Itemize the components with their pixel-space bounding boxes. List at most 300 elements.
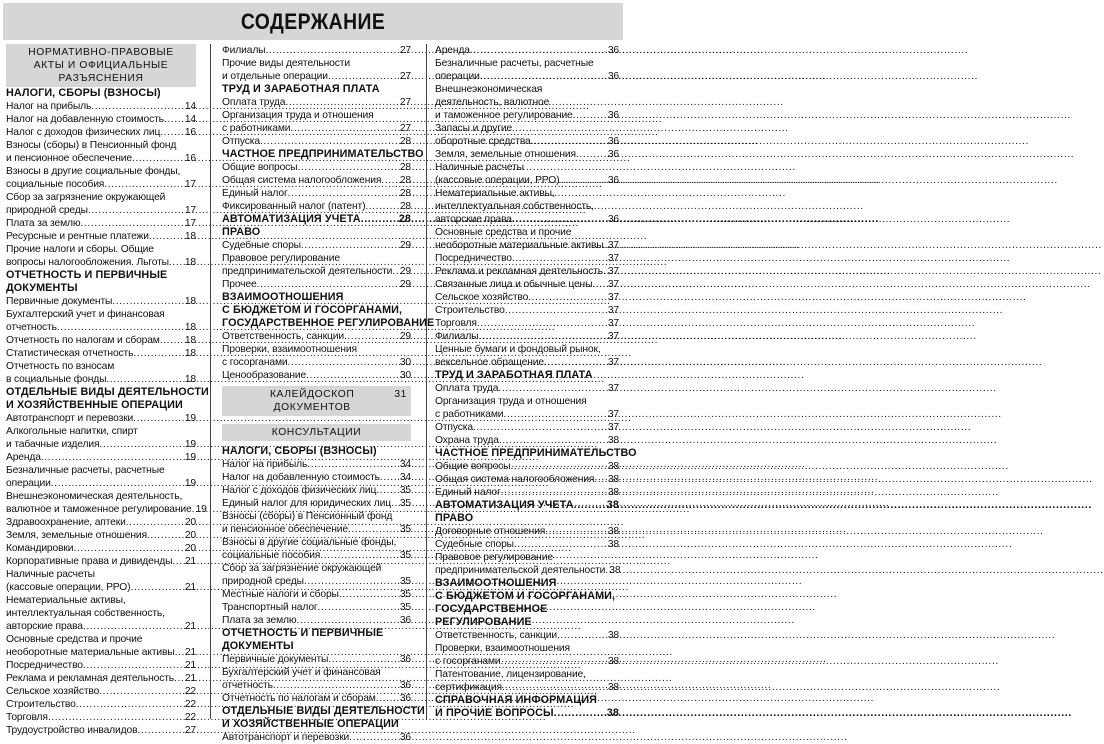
section-heading-text: ПРАВО xyxy=(222,226,261,238)
page-number: 38 xyxy=(607,539,619,550)
dot-leader xyxy=(88,204,185,217)
section-heading-text: НАЛОГИ, СБОРЫ (ВЗНОСЫ) xyxy=(222,445,377,457)
toc-entry[interactable] xyxy=(222,135,411,148)
toc-entry[interactable] xyxy=(435,525,619,538)
page-number: 38 xyxy=(609,565,621,576)
toc-entry-text: Сбор за загрязнение окружающей xyxy=(6,192,166,203)
toc-entry[interactable] xyxy=(435,44,619,57)
toc-entry-text: Ценообразование xyxy=(222,370,307,381)
toc-entry-text: Договорные отношения xyxy=(435,526,546,537)
page-number: 35 xyxy=(399,550,411,561)
toc-entry[interactable] xyxy=(6,425,196,451)
toc-entry-text: социальные пособия xyxy=(222,550,321,561)
page-number: 28 xyxy=(399,162,411,173)
dot-leader xyxy=(169,256,185,269)
toc-entry[interactable] xyxy=(222,278,411,291)
toc-entry-text: необоротные материальные активы xyxy=(435,240,604,251)
toc-entry[interactable] xyxy=(222,562,411,588)
toc-entry[interactable] xyxy=(6,334,196,347)
toc-entry[interactable] xyxy=(6,347,196,360)
toc-entry-line xyxy=(222,200,411,213)
page-number: 37 xyxy=(607,279,619,290)
section-heading-text: ТРУД И ЗАРАБОТНАЯ ПЛАТА xyxy=(435,369,593,381)
section-band-text: КОНСУЛЬТАЦИИ xyxy=(271,427,362,438)
toc-entry[interactable] xyxy=(6,542,196,555)
toc-entry[interactable] xyxy=(6,516,196,529)
toc-entry[interactable] xyxy=(222,588,411,601)
toc-entry[interactable] xyxy=(435,642,619,668)
toc-entry[interactable] xyxy=(222,731,411,744)
toc-entry-line xyxy=(435,317,619,330)
toc-entry[interactable] xyxy=(435,291,619,304)
toc-entry[interactable] xyxy=(6,165,196,191)
dot-leader xyxy=(512,252,608,265)
toc-entry-text: Корпоративные права и дивиденды xyxy=(6,556,173,567)
toc-entry[interactable] xyxy=(222,497,411,510)
toc-entry-text: предпринимательской деятельности xyxy=(435,565,606,576)
page-number: 31 xyxy=(394,389,407,400)
toc-entry-text: интеллектуальная собственность, xyxy=(435,201,594,212)
toc-entry-text: Патентование, лицензирование, xyxy=(435,669,586,680)
dot-leader xyxy=(514,538,608,551)
section-heading xyxy=(222,148,424,161)
toc-entry-line xyxy=(6,555,196,568)
section-heading xyxy=(222,705,425,731)
toc-entry[interactable] xyxy=(435,460,619,473)
dot-leader xyxy=(512,213,608,226)
toc-entry-text: деятельность, валютное xyxy=(435,97,550,108)
toc-entry[interactable] xyxy=(6,672,196,685)
toc-entry[interactable] xyxy=(222,692,411,705)
page-number: 36 xyxy=(607,175,619,186)
page-number: 18 xyxy=(184,322,196,333)
toc-entry[interactable] xyxy=(6,360,196,386)
toc-entry[interactable] xyxy=(435,187,619,226)
toc-entry[interactable] xyxy=(6,295,196,308)
toc-entry-text: Безналичные расчеты, расчетные xyxy=(6,465,165,476)
dot-leader xyxy=(104,178,185,191)
section-heading-text: ОТЧЕТНОСТЬ И ПЕРВИЧНЫЕ xyxy=(222,627,384,639)
page-number: 36 xyxy=(607,45,619,56)
dot-leader xyxy=(174,672,185,685)
page-number: 36 xyxy=(607,214,619,225)
section-heading xyxy=(222,627,411,653)
dot-leader xyxy=(260,135,400,148)
toc-entry-line xyxy=(6,204,196,217)
toc-entry-text: Правовое регулирование xyxy=(435,552,553,563)
toc-entry[interactable] xyxy=(6,451,196,464)
dot-leader xyxy=(501,655,608,668)
toc-entry-line xyxy=(6,620,196,633)
toc-entry-line xyxy=(435,460,619,473)
toc-entry-text: Земля, земельные отношения xyxy=(6,530,147,541)
toc-entry-text: Организация труда и отношения xyxy=(435,396,587,407)
toc-entry-line xyxy=(6,542,196,555)
dot-leader xyxy=(133,347,185,360)
section-band-text: АКТЫ И ОФИЦИАЛЬНЫЕ xyxy=(33,60,169,71)
toc-entry-text: необоротные материальные активы xyxy=(6,647,175,658)
toc-entry[interactable] xyxy=(435,382,619,395)
toc-entry-text: Наличные расчеты xyxy=(435,162,524,173)
toc-entry[interactable] xyxy=(222,369,411,382)
toc-entry-text: Автотранспорт и перевозки xyxy=(222,732,350,743)
toc-entry-text: Сбор за загрязнение окружающей xyxy=(222,563,382,574)
dot-leader xyxy=(301,239,400,252)
page-number: 37 xyxy=(607,292,619,303)
page-number: 19 xyxy=(184,452,196,463)
page-number: 37 xyxy=(607,318,619,329)
toc-entry[interactable] xyxy=(435,83,619,122)
section-heading-text: ВЗАИМООТНОШЕНИЯ xyxy=(222,291,344,303)
toc-entry-line xyxy=(222,161,411,174)
toc-entry[interactable] xyxy=(435,148,619,161)
toc-entry-line xyxy=(435,70,619,83)
toc-entry-line xyxy=(6,477,196,490)
contents-column-1 xyxy=(6,44,209,737)
page-number: 36 xyxy=(399,680,411,691)
toc-entry-line xyxy=(6,529,196,542)
toc-entry-line xyxy=(6,711,196,724)
toc-entry[interactable] xyxy=(222,109,411,135)
toc-entry-text: и отдельные операции xyxy=(222,71,328,82)
dot-leader xyxy=(531,135,608,148)
toc-entry-line xyxy=(6,230,196,243)
page-number: 16 xyxy=(184,153,196,164)
section-heading-text: ДОКУМЕНТЫ xyxy=(222,640,294,652)
toc-entry[interactable] xyxy=(435,278,619,291)
dot-leader xyxy=(160,126,185,139)
dot-leader xyxy=(501,486,608,499)
page-number: 18 xyxy=(184,335,196,346)
toc-entry-text: с работниками xyxy=(435,409,504,420)
toc-entry[interactable] xyxy=(222,614,411,627)
toc-entry-text: Ответственность, санкции xyxy=(222,331,344,342)
section-heading xyxy=(6,269,196,295)
page-number: 36 xyxy=(607,136,619,147)
toc-entry-text: Налог на прибыль xyxy=(222,459,308,470)
toc-entry-text: Автотранспорт и перевозки xyxy=(6,413,134,424)
page-number: 30 xyxy=(399,370,411,381)
page-number: 36 xyxy=(399,615,411,626)
toc-entry[interactable] xyxy=(222,200,411,213)
dot-leader xyxy=(499,434,608,447)
toc-entry[interactable] xyxy=(6,230,196,243)
page-number: 27 xyxy=(399,123,411,134)
page-number: 14 xyxy=(184,114,196,125)
page-number: 35 xyxy=(399,485,411,496)
section-band xyxy=(6,44,196,87)
page-number: 27 xyxy=(184,725,196,736)
toc-entry[interactable] xyxy=(6,126,196,139)
toc-entry-text: Нематериальные активы, xyxy=(435,188,555,199)
toc-entry[interactable] xyxy=(435,226,619,252)
section-heading xyxy=(435,447,637,460)
toc-entry-text: Основные средства и прочие xyxy=(435,227,572,238)
dot-leader xyxy=(285,96,399,109)
toc-entry-line xyxy=(435,382,619,395)
toc-entry-text: Земля, земельные отношения xyxy=(435,149,576,160)
toc-entry-line xyxy=(435,655,619,668)
toc-entry[interactable] xyxy=(435,265,619,278)
page-number: 17 xyxy=(184,218,196,229)
toc-entry-line xyxy=(222,731,411,744)
page-number: 19 xyxy=(184,478,196,489)
toc-entry-text: Бухгалтерский учет и финансовая xyxy=(222,667,381,678)
dot-leader xyxy=(130,581,184,594)
toc-entry-line xyxy=(222,549,411,562)
toc-entry-text: авторские права xyxy=(435,214,512,225)
toc-entry-text: и таможенное регулирование xyxy=(435,110,573,121)
toc-entry-text: оборотные средства xyxy=(435,136,531,147)
dot-leader xyxy=(339,588,400,601)
toc-entry-text: Первичные документы xyxy=(222,654,329,665)
section-heading-text: ОТДЕЛЬНЫЕ ВИДЫ ДЕЯТЕЛЬНОСТИ xyxy=(6,386,209,398)
toc-entry-text: Взносы в другие социальные фонды, xyxy=(6,166,181,177)
dot-leader xyxy=(361,213,399,226)
page-number: 38 xyxy=(607,474,619,485)
section-heading-text: И ХОЗЯЙСТВЕННЫЕ ОПЕРАЦИИ xyxy=(222,718,399,730)
toc-entry-text: Связанные лица и обычные цены xyxy=(435,279,593,290)
toc-entry-text: вексельное обращение xyxy=(435,357,544,368)
toc-entry-text: природной среды xyxy=(222,576,304,587)
toc-entry-line xyxy=(435,252,619,265)
toc-entry[interactable] xyxy=(222,471,411,484)
toc-entry[interactable] xyxy=(6,191,196,217)
toc-entry[interactable] xyxy=(6,698,196,711)
dot-leader xyxy=(99,438,184,451)
toc-entry-text: Прочие налоги и сборы. Общие xyxy=(6,244,154,255)
page-number: 20 xyxy=(184,543,196,554)
toc-entry-line xyxy=(222,484,411,497)
toc-entry[interactable] xyxy=(222,187,411,200)
page-number: 37 xyxy=(607,357,619,368)
toc-entry-line xyxy=(435,707,619,720)
toc-entry[interactable] xyxy=(435,122,619,148)
section-band xyxy=(222,386,411,416)
dot-leader xyxy=(297,161,399,174)
page-number: 38 xyxy=(607,656,619,667)
toc-entry[interactable] xyxy=(222,174,411,187)
toc-entry[interactable] xyxy=(222,96,411,109)
toc-entry-text: Внешнеэкономическая деятельность, xyxy=(6,491,183,502)
toc-entry-text: Ответственность, санкции xyxy=(435,630,557,641)
toc-entry[interactable] xyxy=(6,490,207,516)
toc-entry[interactable] xyxy=(6,724,196,737)
toc-entry[interactable] xyxy=(6,633,196,659)
toc-entry-line xyxy=(222,330,411,343)
toc-entry[interactable] xyxy=(222,252,411,278)
dot-leader xyxy=(554,707,607,720)
toc-entry-line xyxy=(222,135,411,148)
toc-entry[interactable] xyxy=(435,629,619,642)
dot-leader xyxy=(477,317,608,330)
page-number: 22 xyxy=(184,686,196,697)
page-number: 37 xyxy=(607,383,619,394)
dot-leader xyxy=(470,44,608,57)
toc-entry[interactable] xyxy=(6,464,196,490)
toc-entry-text: Строительство xyxy=(435,305,505,316)
toc-entry[interactable] xyxy=(435,434,619,447)
dot-leader xyxy=(290,122,399,135)
page-number: 38 xyxy=(606,707,619,719)
toc-entry[interactable] xyxy=(435,343,619,369)
toc-entry[interactable] xyxy=(435,473,619,486)
toc-entry[interactable] xyxy=(6,568,196,594)
toc-entry[interactable] xyxy=(6,139,196,165)
toc-entry[interactable] xyxy=(222,666,411,692)
section-heading xyxy=(6,87,196,100)
toc-entry-text: операции xyxy=(6,478,51,489)
toc-entry-line xyxy=(222,187,411,200)
dot-leader xyxy=(498,382,607,395)
toc-entry-text: Прочие виды деятельности xyxy=(222,58,350,69)
toc-entry-text: Ценные бумаги и фондовый рынок, xyxy=(435,344,601,355)
toc-entry[interactable] xyxy=(222,330,411,343)
page-number: 28 xyxy=(399,136,411,147)
toc-entry-line xyxy=(435,278,619,291)
toc-entry[interactable] xyxy=(435,317,619,330)
toc-entry[interactable] xyxy=(6,308,196,334)
toc-entry[interactable] xyxy=(435,161,619,187)
toc-entry-text: Налог на прибыль xyxy=(6,101,92,112)
toc-entry-text: с работниками xyxy=(222,123,291,134)
page-number: 36 xyxy=(399,693,411,704)
toc-entry[interactable] xyxy=(222,536,411,562)
dot-leader xyxy=(380,471,400,484)
toc-entry[interactable] xyxy=(222,653,411,666)
toc-entry-line xyxy=(6,438,196,451)
dot-leader xyxy=(91,100,185,113)
dot-leader xyxy=(48,711,185,724)
toc-entry[interactable] xyxy=(222,239,411,252)
toc-entry-line xyxy=(435,304,619,317)
page-number: 29 xyxy=(399,331,411,342)
toc-entry[interactable] xyxy=(435,395,619,421)
toc-entry-text: Транспортный налог xyxy=(222,602,318,613)
toc-entry[interactable] xyxy=(6,555,196,568)
toc-entry-line xyxy=(222,497,411,510)
toc-entry[interactable] xyxy=(435,486,619,499)
toc-entry-line xyxy=(6,373,196,386)
dot-leader xyxy=(133,412,185,425)
page-number: 37 xyxy=(607,240,619,251)
page-number: 28 xyxy=(399,201,411,212)
dot-leader xyxy=(83,659,185,672)
toc-entry[interactable] xyxy=(435,252,619,265)
toc-entry-text: Ресурсные и рентные платежи xyxy=(6,231,149,242)
dot-leader xyxy=(149,230,185,243)
page-number: 34 xyxy=(399,472,411,483)
page-number: 38 xyxy=(607,526,619,537)
page-number: 18 xyxy=(184,348,196,359)
toc-entry[interactable] xyxy=(435,330,619,343)
toc-entry-text: Реклама и рекламная деятельность xyxy=(435,266,604,277)
toc-entry[interactable] xyxy=(222,44,411,57)
toc-entry-line xyxy=(6,152,196,165)
toc-entry[interactable] xyxy=(222,57,411,83)
toc-entry[interactable] xyxy=(222,601,411,614)
toc-entry-text: Безналичные расчеты, расчетные xyxy=(435,58,594,69)
toc-entry[interactable] xyxy=(6,243,196,269)
toc-entry[interactable] xyxy=(6,113,196,126)
toc-entry-text: Единый налог для юридических лиц xyxy=(222,498,391,509)
toc-entry-text: Общая система налогообложения xyxy=(222,175,382,186)
toc-entry-text: Общие вопросы xyxy=(222,162,298,173)
toc-entry-text: Посредничество xyxy=(435,253,512,264)
toc-entry[interactable] xyxy=(6,659,196,672)
page-number: 18 xyxy=(184,296,196,307)
toc-entry[interactable] xyxy=(222,510,411,536)
toc-entry-text: и пенсионное обеспечение xyxy=(6,153,132,164)
dot-leader xyxy=(80,217,184,230)
toc-entry-line xyxy=(6,516,196,529)
section-heading-text: ОТДЕЛЬНЫЕ ВИДЫ ДЕЯТЕЛЬНОСТИ xyxy=(222,705,425,717)
toc-entry-line xyxy=(6,659,196,672)
dot-leader xyxy=(73,542,184,555)
dot-leader xyxy=(392,265,400,278)
dot-leader xyxy=(328,70,400,83)
toc-entry-text: Запасы и другие xyxy=(435,123,513,134)
page-number: 29 xyxy=(399,279,411,290)
toc-entry[interactable] xyxy=(6,685,196,698)
toc-entry[interactable] xyxy=(435,57,619,83)
dot-leader xyxy=(576,148,608,161)
toc-entry[interactable] xyxy=(6,412,196,425)
toc-entry-line xyxy=(6,256,196,269)
toc-entry[interactable] xyxy=(222,161,411,174)
toc-entry-line xyxy=(435,356,619,369)
toc-entry-line xyxy=(6,581,196,594)
toc-entry[interactable] xyxy=(222,343,411,369)
page-number: 21 xyxy=(184,673,196,684)
dot-leader xyxy=(592,278,608,291)
toc-entry[interactable] xyxy=(435,668,619,694)
toc-entry-line xyxy=(435,538,619,551)
section-heading-text: РЕГУЛИРОВАНИЕ xyxy=(435,616,532,628)
toc-entry-text: Проверки, взаимоотношения xyxy=(222,344,357,355)
toc-entry[interactable] xyxy=(6,100,196,113)
page-number: 34 xyxy=(399,459,411,470)
toc-entry-text: Взносы в другие социальные фонды, xyxy=(222,537,397,548)
toc-entry[interactable] xyxy=(435,304,619,317)
toc-entry-text: Плата за землю xyxy=(6,218,81,229)
toc-entry-text: интеллектуальная собственность, xyxy=(6,608,165,619)
toc-entry[interactable] xyxy=(6,529,196,542)
toc-entry-text: и табачные изделия xyxy=(6,439,100,450)
toc-entry-text: Охрана труда xyxy=(435,435,499,446)
dot-leader xyxy=(112,295,185,308)
dot-leader xyxy=(320,549,400,562)
toc-entry[interactable] xyxy=(222,484,411,497)
toc-entry-text: с госорганами xyxy=(435,656,501,667)
dot-leader xyxy=(344,330,400,343)
dot-leader xyxy=(545,525,608,538)
dot-leader xyxy=(304,575,400,588)
toc-entry[interactable] xyxy=(6,711,196,724)
page-number: 18 xyxy=(184,257,196,268)
page-number: 35 xyxy=(399,498,411,509)
toc-entry[interactable] xyxy=(435,538,619,551)
toc-entry[interactable] xyxy=(222,458,411,471)
toc-entry[interactable] xyxy=(435,551,619,577)
toc-entry[interactable] xyxy=(6,594,196,633)
toc-entry-line xyxy=(6,412,196,425)
toc-entry-line xyxy=(222,679,411,692)
dot-leader xyxy=(505,304,608,317)
toc-entry[interactable] xyxy=(6,217,196,230)
toc-entry[interactable] xyxy=(435,421,619,434)
page-number: 29 xyxy=(399,266,411,277)
